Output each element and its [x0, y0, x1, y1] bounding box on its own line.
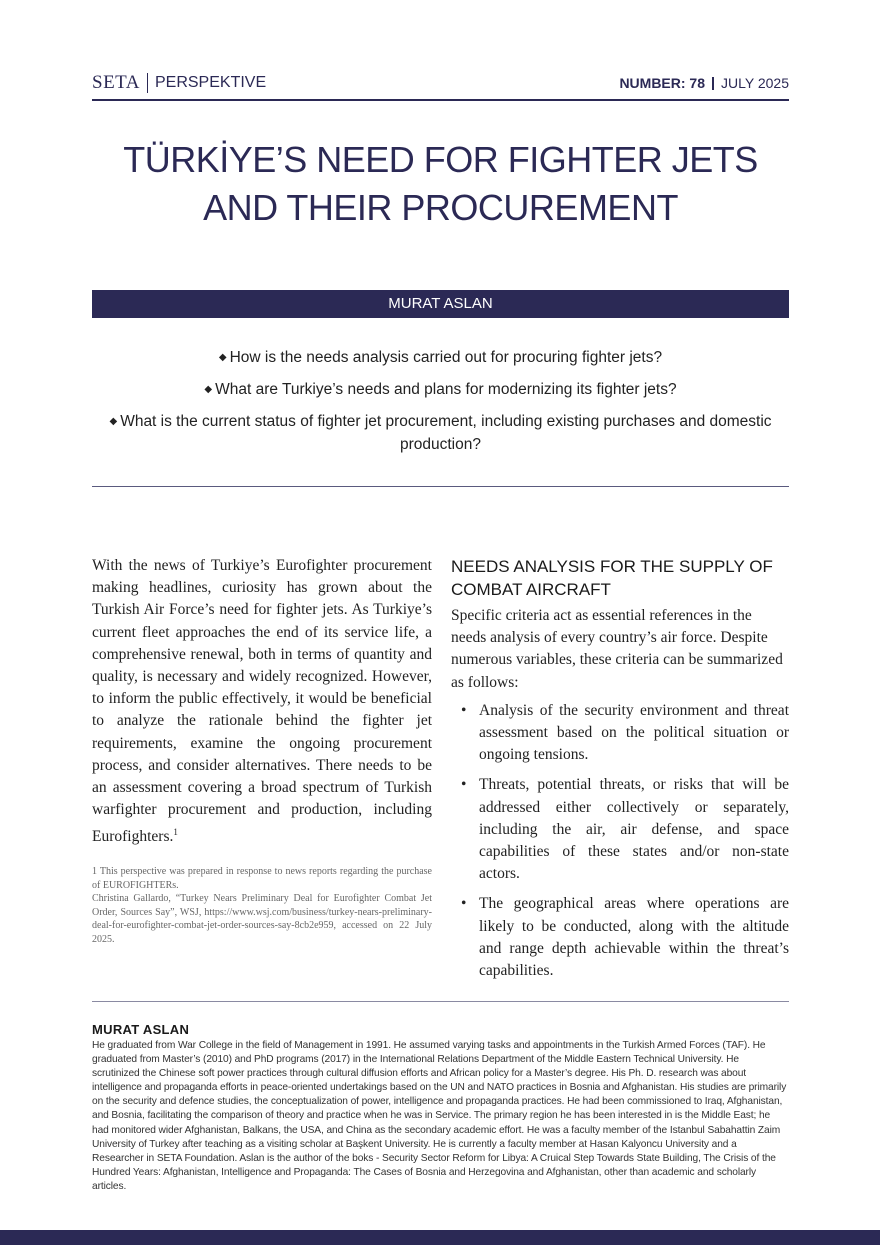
issue-info: [619, 75, 789, 91]
issue-date: JULY 2025: [721, 75, 789, 91]
criteria-item: • Threats, potential threats, or risks that will be addressed either collectively or separately, including the air, air defense, and space capabilities of these states and/or non-state actors.: [461, 776, 789, 883]
author-bio: [92, 1022, 789, 1194]
intro-paragraph: With the news of Turkiye’s Eurofighter procurement making headlines, curiosity has grown about the Turkish Air Force’s need for fighter jets. As Turkiye’s current fleet approaches the end of its service life, a comprehensive renewal, both in terms of quantity and quality, is necessary and widely recognized. However, to inform the public effectively, it would be beneficial to analyze the rationale behind the fighter jet requirements, examine the ongoing procurement process, and consider alternatives. There needs to be an assessment covering a broad spectrum of Turkish warfighter procurement and production, including Eurofighters.: [92, 557, 432, 846]
author-banner: MURAT ASLAN: [92, 290, 789, 318]
page-title: [92, 136, 789, 232]
publication-brand: [92, 72, 266, 94]
issue-divider: [712, 77, 714, 90]
title-line-1: TÜRKİYE’S NEED FOR FIGHTER JETS: [123, 139, 758, 180]
series-name: PERSPEKTIVE: [154, 74, 267, 91]
section-divider: [92, 486, 789, 487]
section-heading: NEEDS ANALYSIS FOR THE SUPPLY OF COMBAT AIRCRAFT: [451, 557, 773, 599]
bullet-icon: •: [461, 701, 467, 719]
seta-logo: SETA: [92, 72, 140, 93]
key-questions: [92, 346, 789, 465]
title-line-2: AND THEIR PROCUREMENT: [203, 187, 678, 228]
needs-analysis-column: [451, 555, 789, 990]
footnotes: [92, 865, 432, 946]
diamond-bullet-icon: ◆: [218, 352, 227, 363]
bullet-icon: •: [461, 895, 467, 913]
page-header: [92, 72, 789, 98]
criteria-item: • Analysis of the security environment and threat assessment based on the political situation or ongoing tensions.: [461, 701, 789, 764]
footnote-citation: Christina Gallardo, “Turkey Nears Preliminary Deal for Eurofighter Combat Jet Order, Sources Say”, WSJ, https://www.wsj.com/business/turkey-nears-preliminary-deal-for-eurofighter-combat-jet-order-sources-say-8cb2e959, accessed on 22 July 2025.: [92, 893, 432, 945]
bio-divider: [92, 1001, 789, 1002]
footnote-1: 1 This perspective was prepared in response to news reports regarding the purchase of EUROFIGHTERs.: [92, 866, 432, 891]
criteria-item: • The geographical areas where operations are likely to be conducted, along with the altitude and range depth achievable within the threat’s capabilities.: [461, 895, 789, 980]
diamond-bullet-icon: ◆: [109, 416, 118, 427]
footnote-reference[interactable]: 1: [173, 827, 178, 838]
question-item: ◆ How is the needs analysis carried out for procuring fighter jets?: [218, 349, 663, 366]
bullet-icon: •: [461, 776, 467, 794]
diamond-bullet-icon: ◆: [204, 384, 213, 395]
footer-band: [0, 1230, 880, 1245]
header-rule: [92, 99, 789, 101]
bio-author-name: MURAT ASLAN: [92, 1022, 190, 1037]
question-item: ◆ What is the current status of fighter jet procurement, including existing purchases and domestic production?: [109, 413, 772, 453]
criteria-list: [451, 700, 789, 982]
question-item: ◆ What are Turkiye’s needs and plans for modernizing its fighter jets?: [204, 381, 677, 398]
intro-column: [92, 555, 432, 849]
bio-text: He graduated from War College in the field of Management in 1991. He assumed varying tasks and appointments in the Turkish Armed Forces (TAF). He graduated from Master’s (2010) and PhD programs (2017) in the International Relations Department of the Middle Eastern Technical University. He scrutinized the Chinese soft power practices through cultural diffusion efforts and African policy for a Master’s degree. His Ph. D. research was about intelligence and propaganda efforts in peace-oriented undertakings based on the UN and NATO practices in Bosnia and Afghanistan. His studies are primarily on the security and defence studies, the conceptualization of power, intelligence and propaganda practices. He had been commissioned to Iraq, Afghanistan, and Bosnia, facilitating the comparison of theory and practice when he was in Service. The primary region he has been interested in is the Middle East; he had monitored wider Afghanistan, Balkans, the USA, and China as the secondary academic effort. He was a faculty member of the Istanbul Sabahattin Zaim University of Turkey after teaching as a visiting scholar at Başkent University. He is currently a faculty member at Hasan Kalyoncu University and a Researcher in SETA Foundation. Aslan is the author of the boks - Security Sector Reform for Libya: A Cruical Step Towards State Building, The Crisis of the Hundred Years: Afghanistan, Intelligence and Propaganda: The Cases of Bosnia and Herzegovina and Afghanistan, other than academic and scholarly articles.: [92, 1040, 787, 1192]
section-intro: Specific criteria act as essential references in the needs analysis of every country’s air force. Despite numerous variables, these criteria can be summarized as follows:: [451, 607, 783, 691]
brand-divider: [147, 73, 148, 93]
issue-number: NUMBER: 78: [619, 75, 706, 91]
